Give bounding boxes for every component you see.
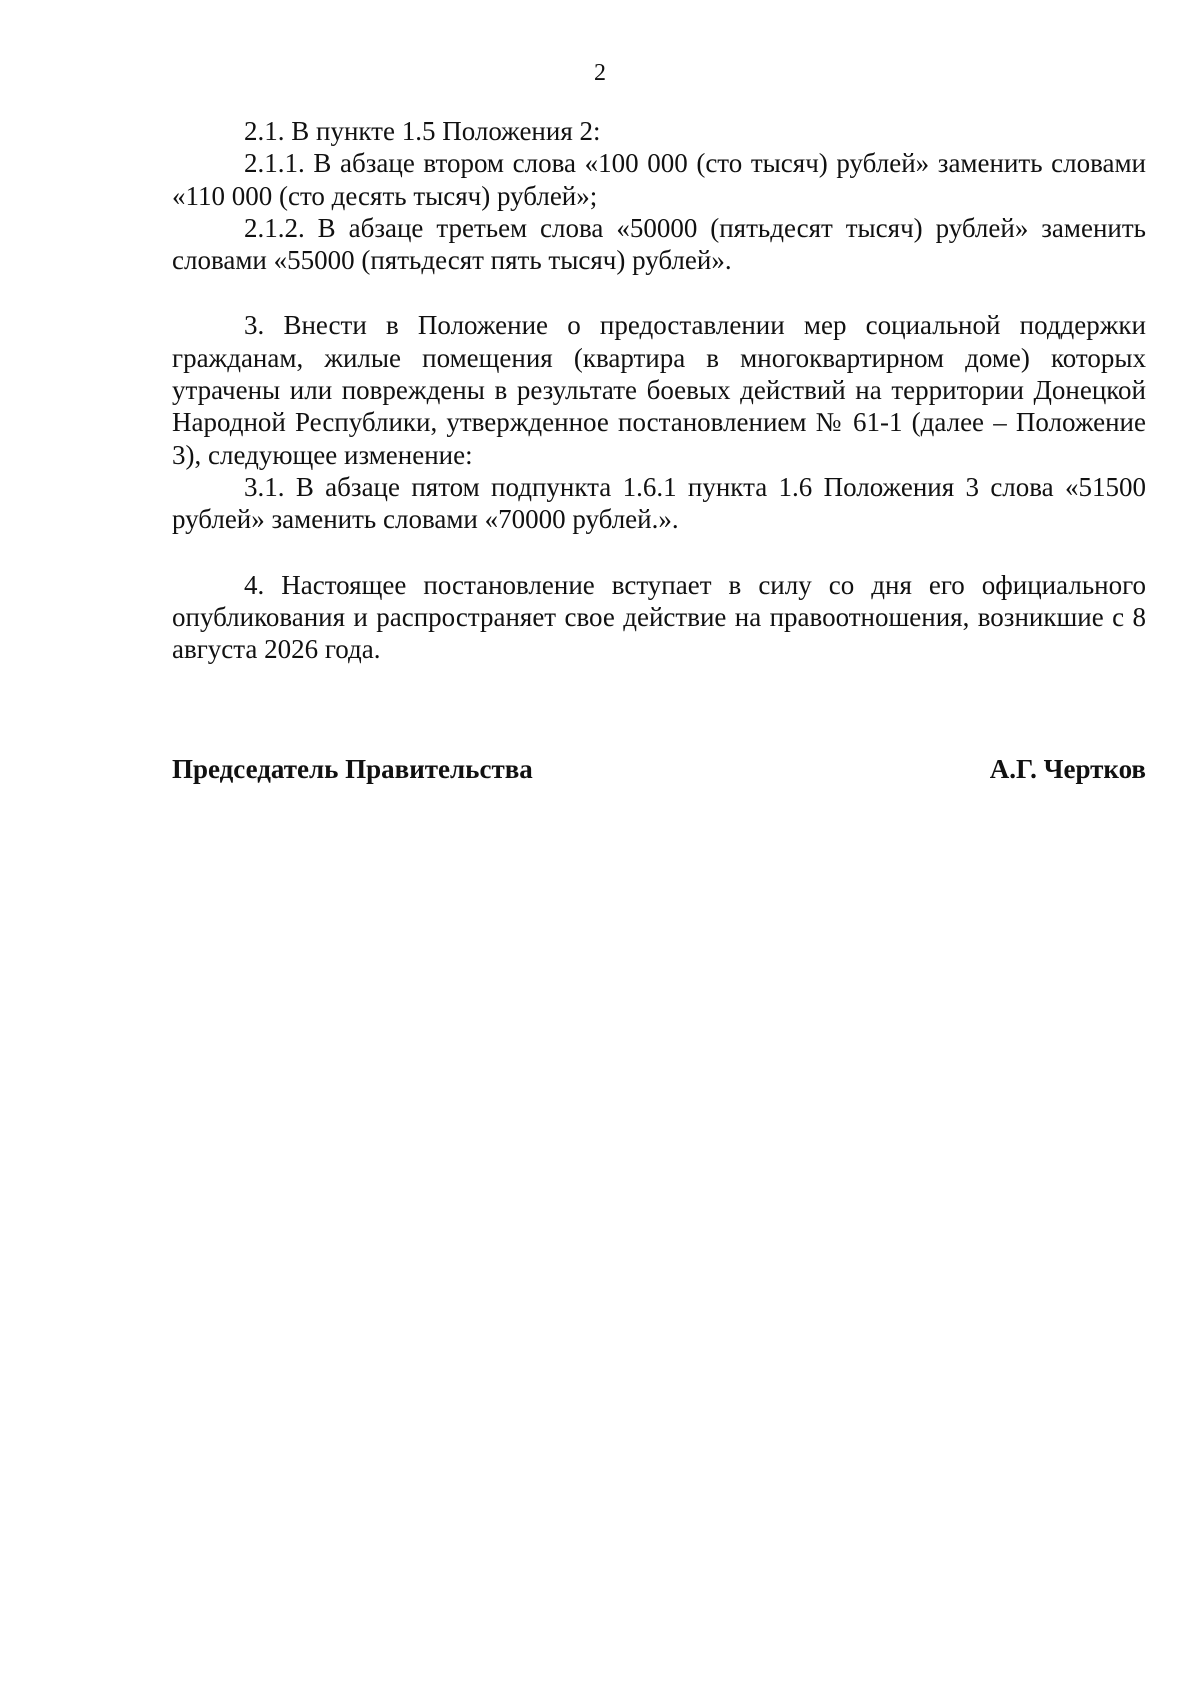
page-number: 2 bbox=[594, 60, 606, 86]
signatory-name: А.Г. Чертков bbox=[989, 754, 1146, 784]
signatory-position: Председатель Правительства bbox=[172, 754, 533, 784]
paragraph-3-1: 3.1. В абзаце пятом подпункта 1.6.1 пункта 1.6 Положения 3 слова «51500 рублей» заменить словами «70000 рублей.». bbox=[172, 471, 1146, 535]
signature-block bbox=[172, 753, 1146, 785]
paragraph-4: 4. Настоящее постановление вступает в силу со дня его официального опубликования и распространяет свое действие на правоотношения, возникшие с 8 августа 2026 года. bbox=[172, 569, 1146, 665]
paragraph-3: 3. Внести в Положение о предоставлении мер социальной поддержки гражданам, жилые помещения (квартира в многоквартирном доме) которых утрачены или повреждены в результате боевых действий на территории Донецкой Народной Республики, утвержденное постановлением № 61-1 (далее – Положение 3), следующее изменение: bbox=[172, 310, 1146, 470]
paragraph-2-1-2: 2.1.2. В абзаце третьем слова «50000 (пятьдесят тысяч) рублей» заменить словами «55000 (пятьдесят пять тысяч) рублей». bbox=[172, 212, 1146, 276]
paragraph-2-1-1: 2.1.1. В абзаце втором слова «100 000 (сто тысяч) рублей» заменить словами «110 000 (сто десять тысяч) рублей»; bbox=[172, 148, 1146, 211]
document-body bbox=[172, 115, 1146, 665]
paragraph-2-1: 2.1. В пункте 1.5 Положения 2: bbox=[244, 116, 601, 146]
